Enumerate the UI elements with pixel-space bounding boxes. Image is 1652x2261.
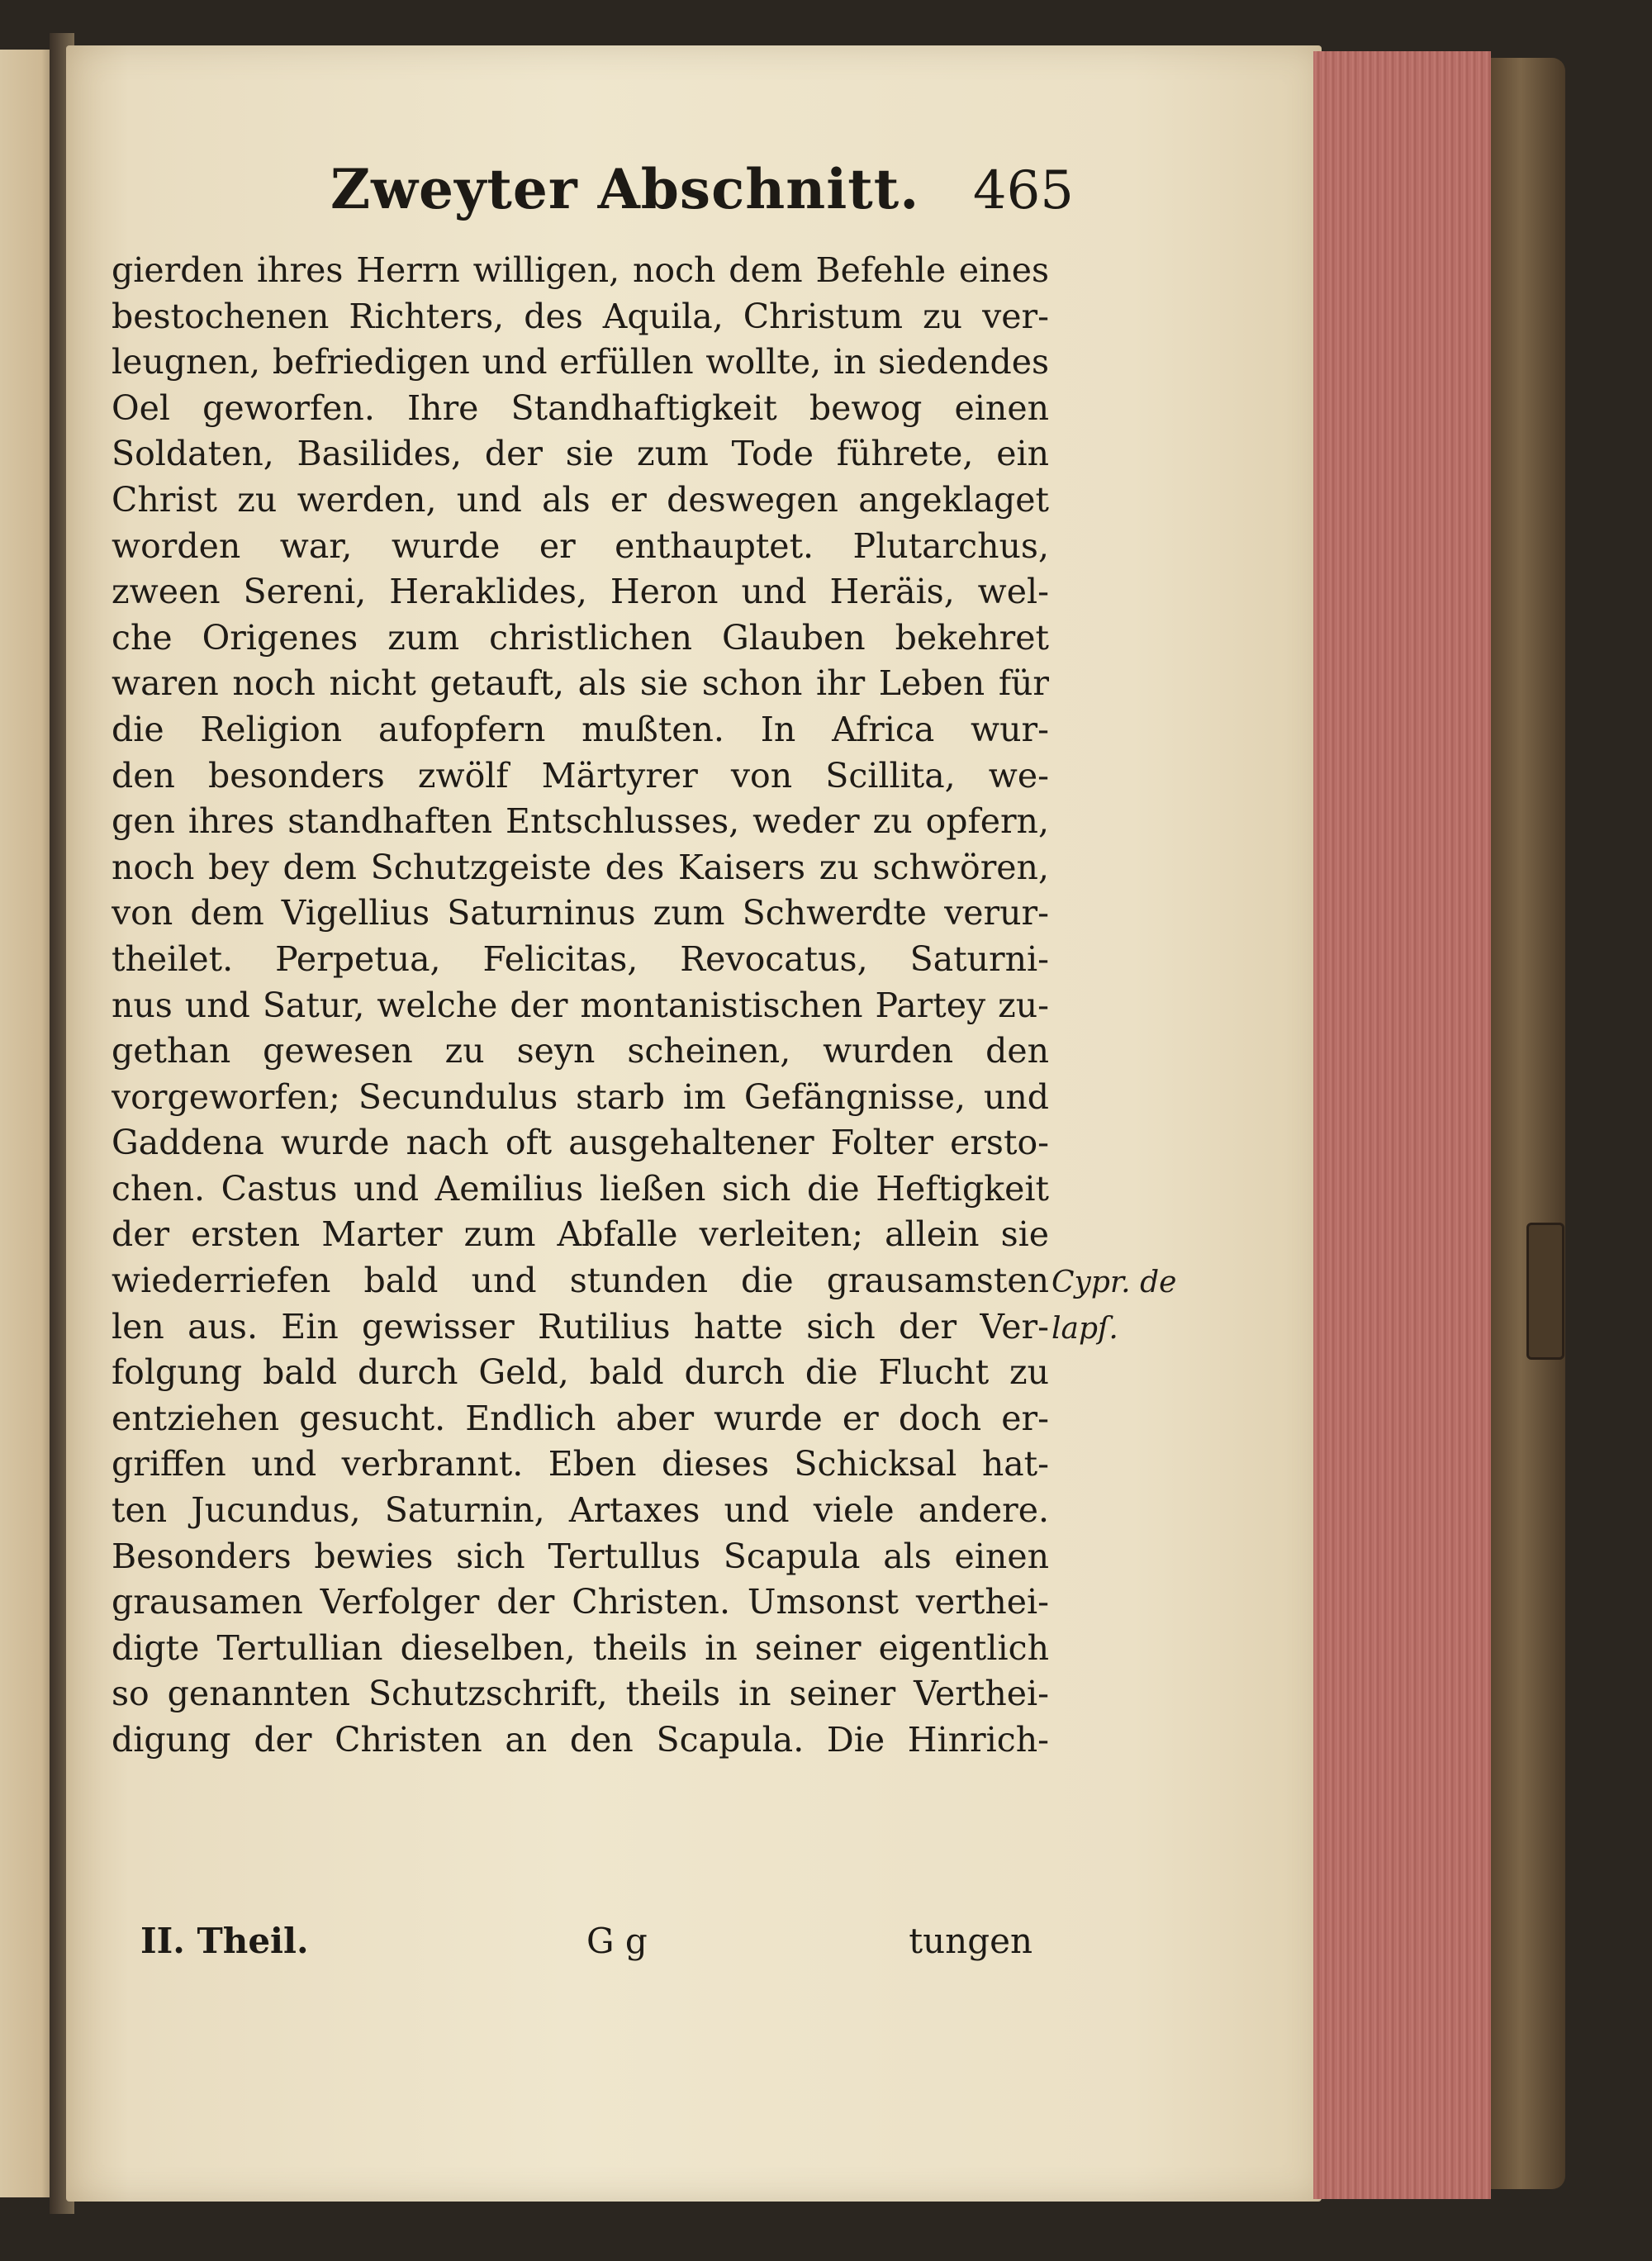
- text-line: Oel geworfen. Ihre Standhaftigkeit bewog einen: [112, 387, 1049, 428]
- text-line: bestochenen Richters, des Aquila, Christum zu ver-: [112, 296, 1049, 336]
- page-footer: [140, 1921, 1032, 1970]
- book-cover-edge: [1491, 58, 1565, 2189]
- text-line: Besonders bewies sich Tertullus Scapula als einen: [112, 1536, 1049, 1576]
- text-line: griffen und verbrannt. Eben dieses Schicksal hat-: [112, 1444, 1049, 1484]
- text-line: der ersten Marter zum Abfalle verleiten; allein sie: [112, 1214, 1049, 1255]
- text-line: grausamen Verfolger der Christen. Umsonst verthei-: [112, 1582, 1049, 1622]
- marginal-note: [1051, 1260, 1200, 1352]
- text-line: Gaddena wurde nach oft ausgehaltener Folter ersto-: [112, 1123, 1049, 1163]
- body-text: [112, 248, 1049, 1764]
- text-line: noch bey dem Schutzgeiste des Kaisers zu schwören,: [112, 847, 1049, 887]
- marginal-note-line: lapſ.: [1051, 1312, 1118, 1346]
- text-line: chen. Castus und Aemilius ließen sich die Heftigkeit: [112, 1168, 1049, 1209]
- text-line: worden war, wurde er enthauptet. Plutarchus,: [112, 525, 1049, 566]
- cover-clasp: [1526, 1223, 1564, 1360]
- text-line: ten Jucundus, Saturnin, Artaxes und viele andere.: [112, 1490, 1049, 1531]
- page-number: 465: [972, 160, 1074, 221]
- running-title: Zweyter Abschnitt.: [330, 157, 920, 221]
- text-line: gen ihres standhaften Entschlusses, weder zu opfern,: [112, 801, 1049, 842]
- volume-label: II. Theil.: [140, 1921, 309, 1961]
- text-line: wiederriefen bald und stunden die grausamsten: [112, 1261, 1049, 1301]
- text-line: den besonders zwölf Märtyrer von Scillita, we-: [112, 755, 1049, 796]
- catchword: tungen: [909, 1921, 1032, 1961]
- text-line: folgung bald durch Geld, bald durch die Flucht zu: [112, 1352, 1049, 1393]
- text-line: che Origenes zum christlichen Glauben bekehret: [112, 617, 1049, 658]
- signature-mark: G g: [586, 1921, 648, 1961]
- running-header: [330, 149, 1074, 231]
- text-line: die Religion aufopfern mußten. In Africa wur-: [112, 709, 1049, 749]
- red-page-edges: [1313, 51, 1491, 2199]
- text-line: entziehen gesucht. Endlich aber wurde er doch er-: [112, 1398, 1049, 1438]
- text-line: vorgeworfen; Secundulus starb im Gefängnisse, und: [112, 1076, 1049, 1117]
- text-line: Soldaten, Basilides, der sie zum Tode führete, ein: [112, 434, 1049, 474]
- marginal-note-line: Cypr. de: [1051, 1266, 1177, 1299]
- text-line: digte Tertullian dieselben, theils in seiner eigentlich: [112, 1627, 1049, 1668]
- text-line: len aus. Ein gewisser Rutilius hatte sich der Ver-: [112, 1306, 1049, 1347]
- text-line: digung der Christen an den Scapula. Die Hinrich-: [112, 1720, 1049, 1760]
- text-line: theilet. Perpetua, Felicitas, Revocatus, Saturni-: [112, 938, 1049, 979]
- text-line: von dem Vigellius Saturninus zum Schwerdte verur-: [112, 893, 1049, 933]
- text-line: gierden ihres Herrn willigen, noch dem Befehle eines: [112, 250, 1049, 290]
- text-line: Christ zu werden, und als er deswegen angeklaget: [112, 479, 1049, 520]
- text-line: waren noch nicht getauft, als sie schon ihr Leben für: [112, 663, 1049, 704]
- text-line: zween Sereni, Heraklides, Heron und Heräis, wel-: [112, 572, 1049, 612]
- text-line: leugnen, befriedigen und erfüllen wollte, in siedendes: [112, 342, 1049, 382]
- text-line: nus und Satur, welche der montanistischen Partey zu-: [112, 985, 1049, 1025]
- text-line: so genannten Schutzschrift, theils in seiner Verthei-: [112, 1674, 1049, 1714]
- text-line: gethan gewesen zu seyn scheinen, wurden den: [112, 1031, 1049, 1071]
